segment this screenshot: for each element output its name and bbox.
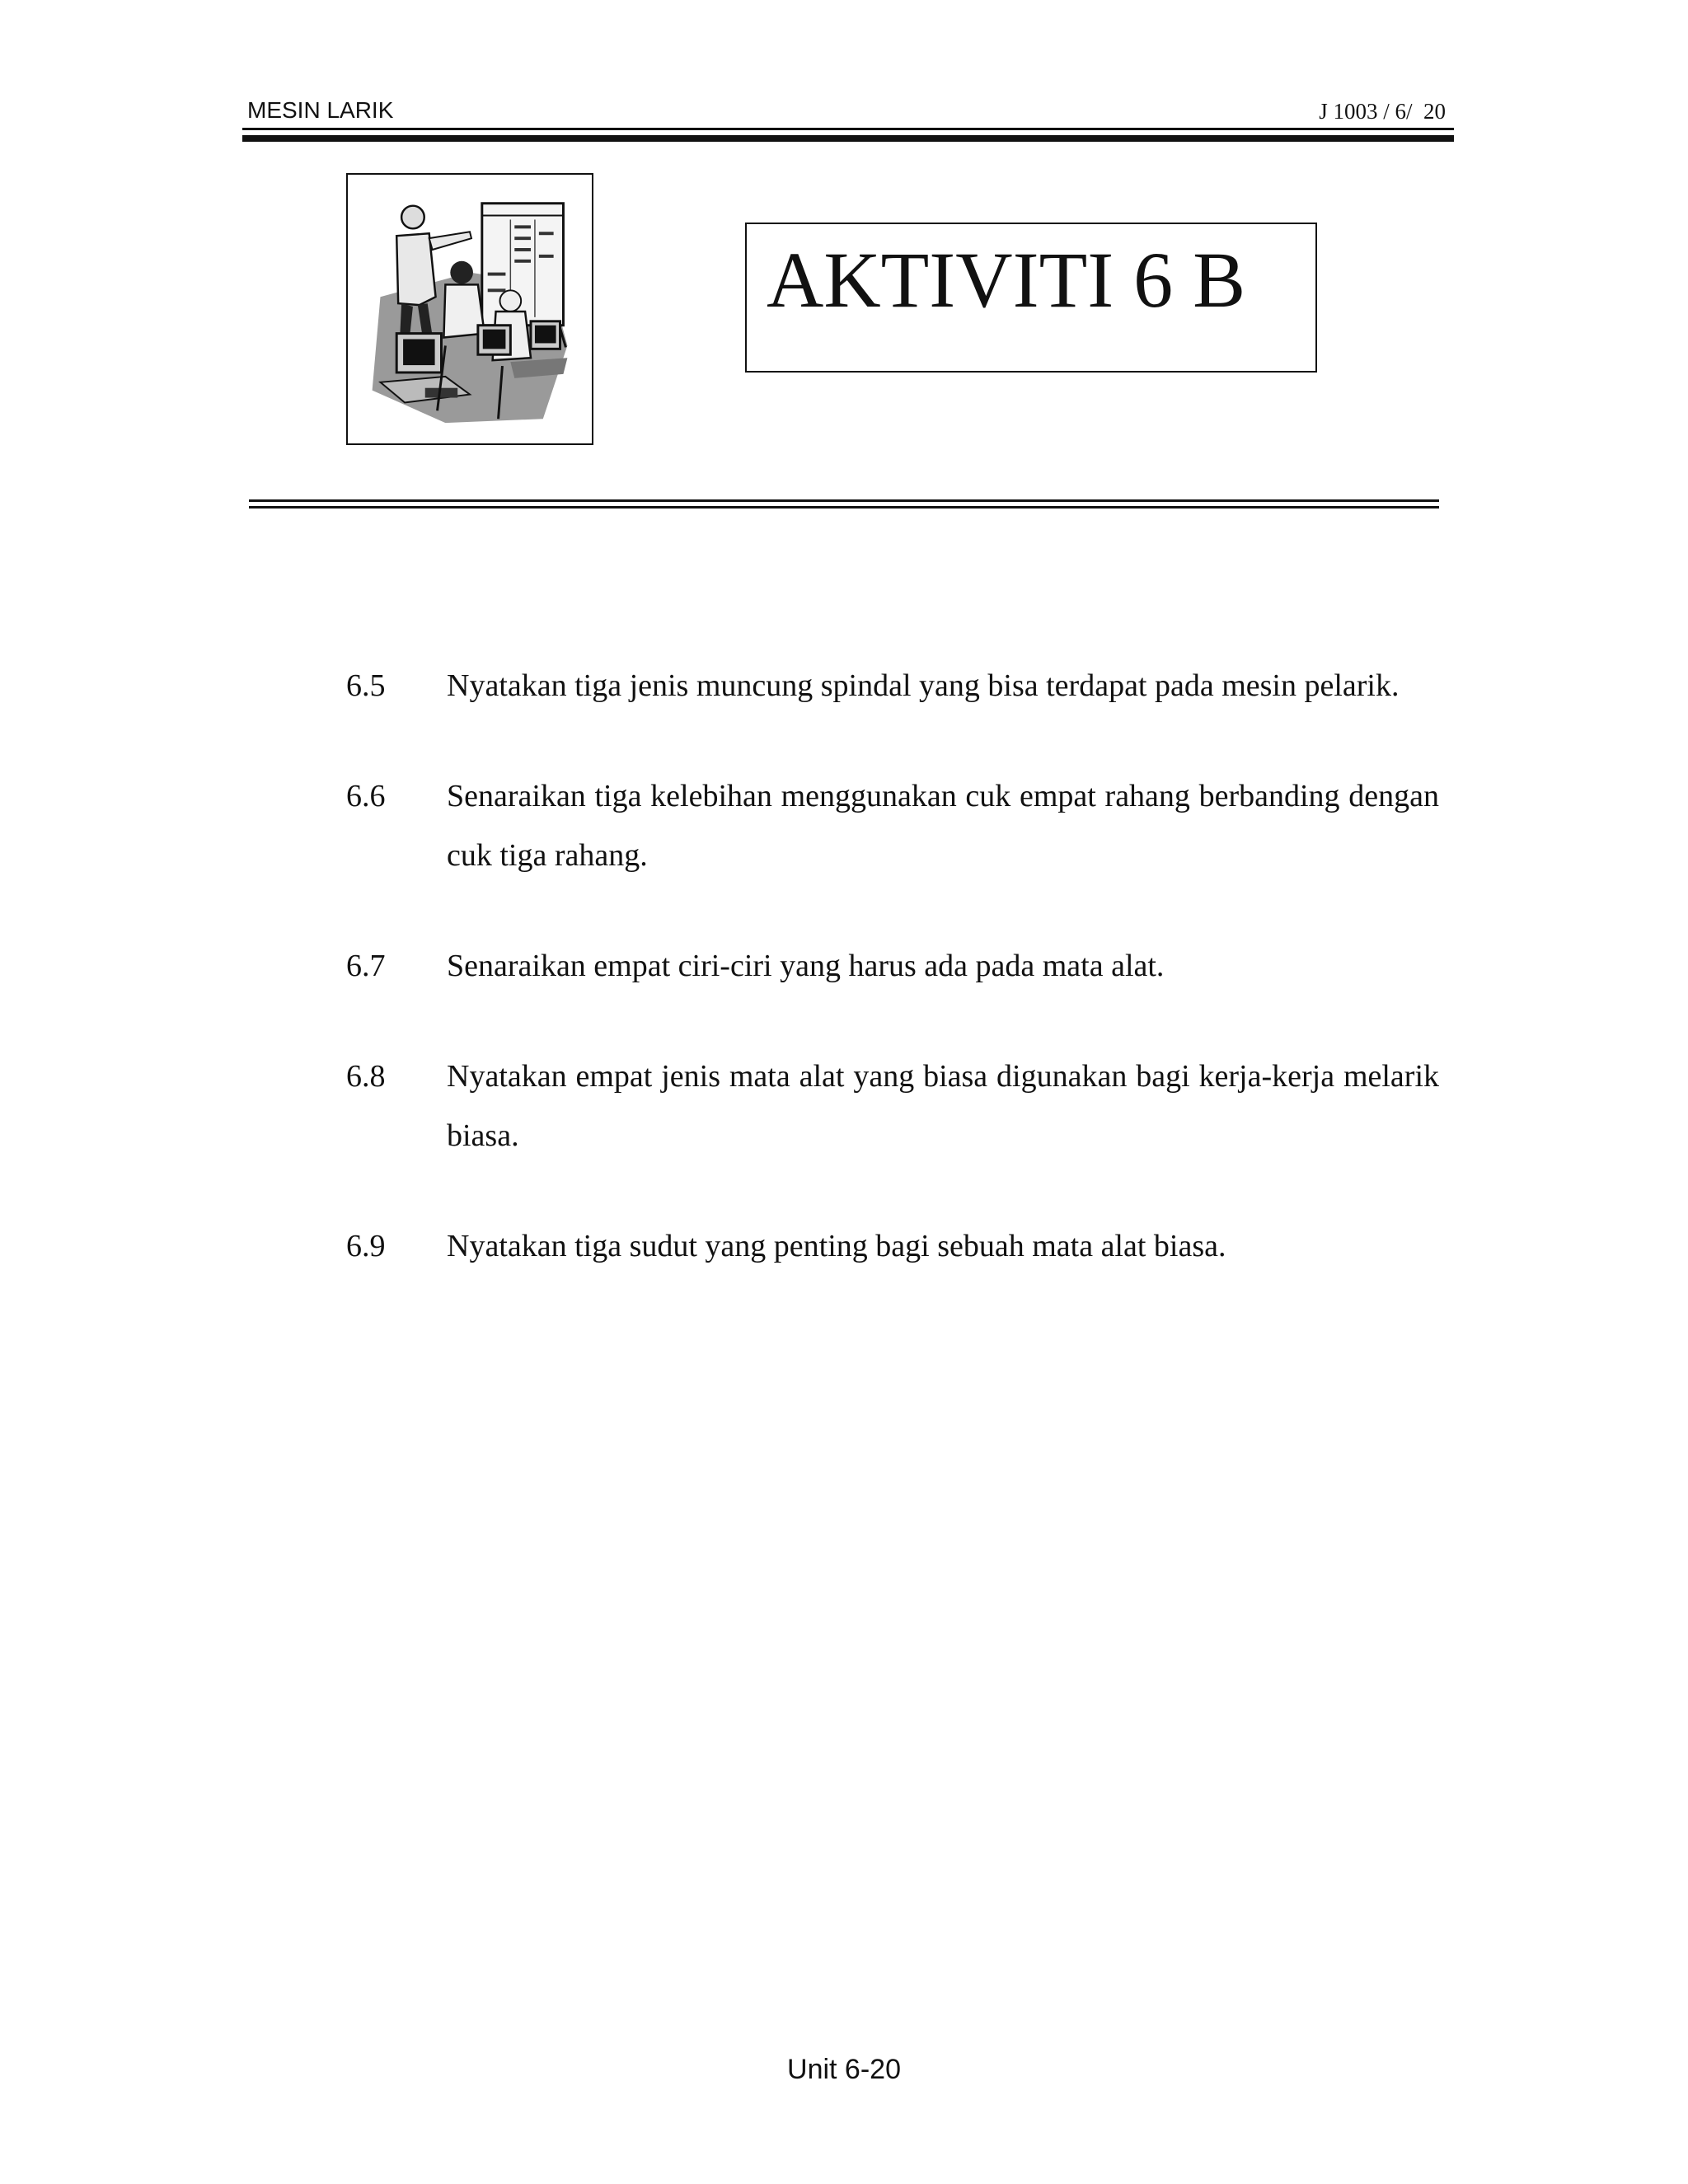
- question-item: [346, 656, 1439, 715]
- classroom-clipart-icon: [348, 175, 592, 443]
- question-list: [346, 656, 1439, 1276]
- question-item: [346, 1216, 1439, 1276]
- question-item: [346, 936, 1439, 996]
- question-item: [346, 766, 1439, 885]
- question-number: 6.7: [346, 949, 386, 983]
- running-head-right: J 1003 / 6/ 20: [1319, 99, 1446, 124]
- question-number: 6.8: [346, 1059, 386, 1094]
- question-number: 6.9: [346, 1229, 386, 1263]
- question-text: Nyatakan tiga jenis muncung spindal yang bisa terdapat pada mesin pelarik.: [447, 668, 1400, 703]
- question-item: [346, 1047, 1439, 1165]
- activity-title: AKTIVITI 6 B: [767, 236, 1246, 324]
- question-text: Nyatakan tiga sudut yang penting bagi sebuah mata alat biasa.: [447, 1229, 1226, 1263]
- header-rule-thin: [242, 128, 1454, 130]
- activity-title-box: [745, 223, 1317, 373]
- question-number: 6.6: [346, 779, 386, 813]
- question-text: Senaraikan tiga kelebihan menggunakan cuk empat rahang berbanding dengan cuk tiga rahang.: [447, 779, 1439, 873]
- page-footer: Unit 6-20: [787, 2054, 901, 2085]
- question-number: 6.5: [346, 668, 386, 703]
- classroom-presentation-clipart: [346, 173, 593, 445]
- question-text: Nyatakan empat jenis mata alat yang biasa digunakan bagi kerja-kerja melarik biasa.: [447, 1059, 1439, 1153]
- header-rule-thick: [242, 135, 1454, 142]
- question-text: Senaraikan empat ciri-ciri yang harus ada pada mata alat.: [447, 949, 1165, 983]
- section-rule-upper: [249, 499, 1439, 502]
- section-rule-lower: [249, 506, 1439, 509]
- running-head-left: MESIN LARIK: [247, 97, 394, 123]
